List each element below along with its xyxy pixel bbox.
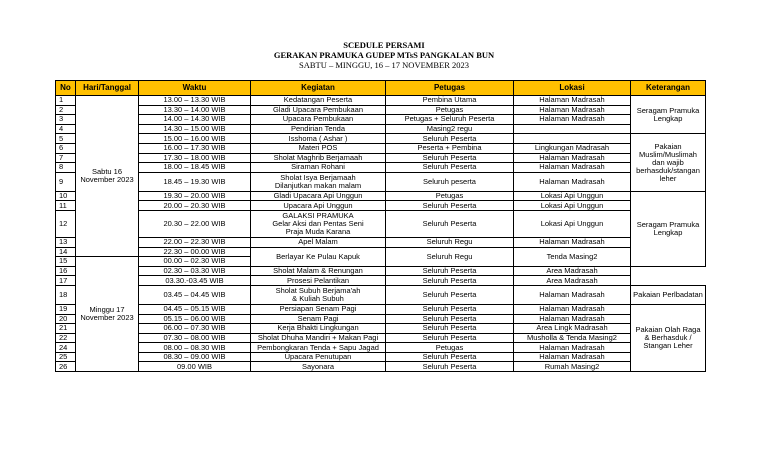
cell-kegiatan: Materi POS <box>251 143 386 153</box>
cell-kegiatan: Apel Malam <box>251 237 386 247</box>
col-header-hari: Hari/Tanggal <box>76 81 139 96</box>
table-row <box>56 172 706 191</box>
cell-petugas: Seluruh Regu <box>386 237 514 247</box>
cell-lokasi: Halaman Madrasah <box>514 115 631 125</box>
col-header-kegiatan: Kegiatan <box>251 81 386 96</box>
table-row <box>56 143 706 153</box>
cell-waktu: 05.15 – 06.00 WIB <box>139 314 251 324</box>
cell-petugas: Pembina Utama <box>386 96 514 106</box>
document-title: SCEDULE PERSAMI <box>343 40 425 50</box>
cell-kegiatan: Pendirian Tenda <box>251 124 386 134</box>
cell-petugas: Peserta + Pembina <box>386 143 514 153</box>
cell-petugas: Seluruh Peserta <box>386 352 514 362</box>
cell-lokasi: Lokasi Api Unggun <box>514 210 631 237</box>
cell-waktu: 18.00 – 18.45 WIB <box>139 163 251 173</box>
table-row <box>56 285 706 304</box>
cell-petugas: Petugas <box>386 105 514 115</box>
cell-lokasi: Lokasi Api Unggun <box>514 201 631 211</box>
cell-no: 19 <box>56 304 76 314</box>
cell-lokasi: Area Madrasah <box>514 266 631 276</box>
cell-waktu: 00.00 – 02.30 WIB <box>139 257 251 267</box>
cell-kegiatan: Pembongkaran Tenda + Sapu Jagad <box>251 343 386 353</box>
cell-petugas: Seluruh Peserta <box>386 153 514 163</box>
cell-day-sunday: Minggu 17 November 2023 <box>76 257 139 372</box>
cell-kegiatan: Sholat Malam & Renungan <box>251 266 386 276</box>
cell-waktu: 22.30 – 00.00 WIB <box>139 247 251 257</box>
cell-petugas: Seluruh peserta <box>386 172 514 191</box>
table-row <box>56 96 706 106</box>
cell-petugas: Seluruh Peserta <box>386 163 514 173</box>
cell-waktu: 04.45 – 05.15 WIB <box>139 304 251 314</box>
cell-waktu: 14.00 – 14.30 WIB <box>139 115 251 125</box>
cell-petugas: Seluruh Peserta <box>386 333 514 343</box>
cell-no: 14 <box>56 247 76 257</box>
cell-petugas: Seluruh Peserta <box>386 201 514 211</box>
table-row <box>56 163 706 173</box>
table-row <box>56 324 706 334</box>
cell-kegiatan: Kedatangan Peserta <box>251 96 386 106</box>
table-row <box>56 124 706 134</box>
cell-kegiatan: Gladi Upacara Pembukaan <box>251 105 386 115</box>
cell-lokasi: Area Madrasah <box>514 276 631 286</box>
table-row <box>56 352 706 362</box>
cell-no: 11 <box>56 201 76 211</box>
cell-kegiatan: Berlayar Ke Pulau Kapuk <box>251 247 386 266</box>
cell-waktu: 17.30 – 18.00 WIB <box>139 153 251 163</box>
cell-lokasi <box>514 124 631 134</box>
cell-kegiatan: Upacara Api Unggun <box>251 201 386 211</box>
cell-kegiatan: Siraman Rohani <box>251 163 386 173</box>
cell-waktu: 06.00 – 07.30 WIB <box>139 324 251 334</box>
cell-kegiatan: GALAKSI PRAMUKA Gelar Aksi dan Pentas Seni Praja Muda Karana <box>251 210 386 237</box>
document-date: SABTU – MINGGU, 16 – 17 NOVEMBER 2023 <box>298 60 469 70</box>
cell-petugas: Seluruh Peserta <box>386 324 514 334</box>
cell-kegiatan: Senam Pagi <box>251 314 386 324</box>
cell-lokasi: Tenda Masing2 <box>514 247 631 266</box>
cell-petugas: Seluruh Regu <box>386 247 514 266</box>
table-row <box>56 191 706 201</box>
table-row <box>56 134 706 144</box>
cell-waktu: 08.30 – 09.00 WIB <box>139 352 251 362</box>
table-row <box>56 247 706 257</box>
cell-no: 9 <box>56 172 76 191</box>
cell-kegiatan: Persiapan Senam Pagi <box>251 304 386 314</box>
cell-waktu: 20.30 – 22.00 WIB <box>139 210 251 237</box>
table-row <box>56 314 706 324</box>
cell-no: 25 <box>56 352 76 362</box>
cell-lokasi: Halaman Madrasah <box>514 163 631 173</box>
cell-waktu: 14.30 – 15.00 WIB <box>139 124 251 134</box>
cell-lokasi: Halaman Madrasah <box>514 105 631 115</box>
cell-waktu: 13.00 – 13.30 WIB <box>139 96 251 106</box>
cell-no: 10 <box>56 191 76 201</box>
table-row <box>56 362 706 372</box>
cell-waktu: 22.00 – 22.30 WIB <box>139 237 251 247</box>
table-row <box>56 153 706 163</box>
cell-keterangan: Seragam Pramuka Lengkap <box>631 96 706 134</box>
cell-waktu: 18.45 – 19.30 WIB <box>139 172 251 191</box>
cell-keterangan: Pakaian Muslim/Muslimah dan wajib berhasduk/stangan leher <box>631 134 706 191</box>
cell-no: 7 <box>56 153 76 163</box>
cell-lokasi: Halaman Madrasah <box>514 304 631 314</box>
cell-keterangan: Pakaian Perlbadatan <box>631 285 706 304</box>
table-row <box>56 333 706 343</box>
cell-no: 2 <box>56 105 76 115</box>
table-row <box>56 266 706 276</box>
cell-kegiatan: Upacara Pembukaan <box>251 115 386 125</box>
cell-no: 17 <box>56 276 76 286</box>
cell-waktu: 07.30 – 08.00 WIB <box>139 333 251 343</box>
cell-no: 24 <box>56 343 76 353</box>
cell-kegiatan: Isshoma ( Ashar ) <box>251 134 386 144</box>
cell-petugas: Seluruh Peserta <box>386 134 514 144</box>
table-row <box>56 201 706 211</box>
cell-kegiatan: Sholat Maghrib Berjamaah <box>251 153 386 163</box>
cell-waktu: 15.00 – 16.00 WIB <box>139 134 251 144</box>
cell-petugas: Masing2 regu <box>386 124 514 134</box>
cell-no: 1 <box>56 96 76 106</box>
cell-keterangan: Seragam Pramuka Lengkap <box>631 191 706 266</box>
schedule-table <box>55 80 706 372</box>
cell-lokasi: Musholla & Tenda Masing2 <box>514 333 631 343</box>
cell-waktu: 19.30 – 20.00 WIB <box>139 191 251 201</box>
cell-no: 5 <box>56 134 76 144</box>
table-row <box>56 304 706 314</box>
cell-no: 15 <box>56 257 76 267</box>
cell-lokasi: Halaman Madrasah <box>514 352 631 362</box>
cell-lokasi: Halaman Madrasah <box>514 172 631 191</box>
cell-petugas: Petugas + Seluruh Peserta <box>386 115 514 125</box>
cell-lokasi <box>514 134 631 144</box>
cell-no: 12 <box>56 210 76 237</box>
cell-no: 22 <box>56 333 76 343</box>
cell-kegiatan: Sholat Isya Berjamaah Dilanjutkan makan malam <box>251 172 386 191</box>
cell-lokasi: Halaman Madrasah <box>514 343 631 353</box>
cell-lokasi: Halaman Madrasah <box>514 153 631 163</box>
cell-kegiatan: Sholat Subuh Berjama'ah & Kuliah Subuh <box>251 285 386 304</box>
col-header-lokasi: Lokasi <box>514 81 631 96</box>
cell-no: 26 <box>56 362 76 372</box>
cell-waktu: 02.30 – 03.30 WIB <box>139 266 251 276</box>
cell-petugas: Seluruh Peserta <box>386 210 514 237</box>
table-row <box>56 237 706 247</box>
cell-lokasi: Area Lingk Madrasah <box>514 324 631 334</box>
cell-waktu: 09.00 WIB <box>139 362 251 372</box>
table-row <box>56 105 706 115</box>
cell-day-saturday: Sabtu 16 November 2023 <box>76 96 139 257</box>
cell-petugas: Petugas <box>386 343 514 353</box>
col-header-waktu: Waktu <box>139 81 251 96</box>
table-row <box>56 276 706 286</box>
cell-no: 21 <box>56 324 76 334</box>
cell-no: 4 <box>56 124 76 134</box>
cell-petugas: Seluruh Peserta <box>386 314 514 324</box>
col-header-petugas: Petugas <box>386 81 514 96</box>
cell-lokasi: Halaman Madrasah <box>514 237 631 247</box>
cell-kegiatan: Prosesi Pelantikan <box>251 276 386 286</box>
col-header-no: No <box>56 81 76 96</box>
cell-petugas: Petugas <box>386 191 514 201</box>
cell-petugas: Seluruh Peserta <box>386 285 514 304</box>
cell-lokasi: Halaman Madrasah <box>514 96 631 106</box>
cell-lokasi: Halaman Madrasah <box>514 314 631 324</box>
cell-lokasi: Lingkungan Madrasah <box>514 143 631 153</box>
cell-no: 8 <box>56 163 76 173</box>
cell-no: 20 <box>56 314 76 324</box>
table-row <box>56 115 706 125</box>
cell-lokasi: Halaman Madrasah <box>514 285 631 304</box>
cell-waktu: 13.30 – 14.00 WIB <box>139 105 251 115</box>
cell-kegiatan: Sholat Dhuha Mandiri + Makan Pagi <box>251 333 386 343</box>
cell-no: 3 <box>56 115 76 125</box>
cell-waktu: 08.00 – 08.30 WIB <box>139 343 251 353</box>
table-row <box>56 210 706 237</box>
cell-no: 18 <box>56 285 76 304</box>
cell-no: 6 <box>56 143 76 153</box>
cell-keterangan: Pakaian Olah Raga & Berhasduk / Stangan Leher <box>631 304 706 371</box>
table-header-row <box>56 81 706 96</box>
table-row <box>56 343 706 353</box>
cell-kegiatan: Upacara Penutupan <box>251 352 386 362</box>
cell-waktu: 16.00 – 17.30 WIB <box>139 143 251 153</box>
cell-lokasi: Lokasi Api Unggun <box>514 191 631 201</box>
cell-kegiatan: Sayonara <box>251 362 386 372</box>
cell-kegiatan: Gladi Upacara Api Unggun <box>251 191 386 201</box>
cell-no: 13 <box>56 237 76 247</box>
cell-kegiatan: Kerja Bhakti Lingkungan <box>251 324 386 334</box>
cell-waktu: 03.30.-03.45 WIB <box>139 276 251 286</box>
cell-lokasi: Rumah Masing2 <box>514 362 631 372</box>
cell-waktu: 03.45 – 04.45 WIB <box>139 285 251 304</box>
cell-petugas: Seluruh Peserta <box>386 362 514 372</box>
cell-petugas: Seluruh Peserta <box>386 304 514 314</box>
cell-petugas: Seluruh Peserta <box>386 276 514 286</box>
document-subtitle: GERAKAN PRAMUKA GUDEP MTsS PANGKALAN BUN <box>273 50 495 60</box>
cell-petugas: Seluruh Peserta <box>386 266 514 276</box>
col-header-keterangan: Keterangan <box>631 81 706 96</box>
cell-no: 16 <box>56 266 76 276</box>
cell-waktu: 20.00 – 20.30 WIB <box>139 201 251 211</box>
